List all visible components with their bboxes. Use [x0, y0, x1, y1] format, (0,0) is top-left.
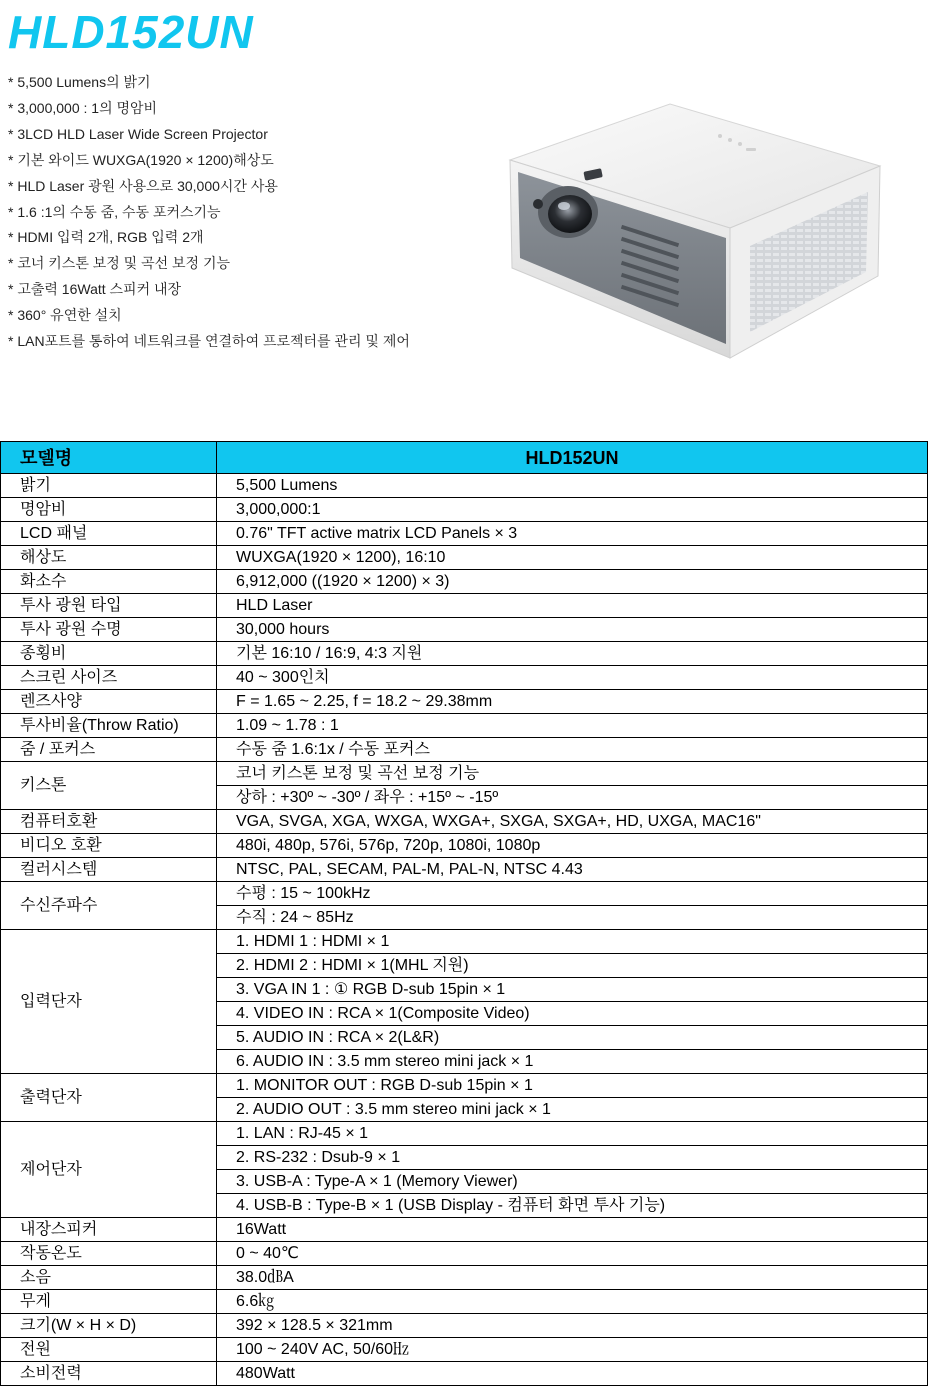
spec-label: 작동온도 [1, 1242, 217, 1266]
spec-label: 명암비 [1, 498, 217, 522]
spec-label: 컬러시스템 [1, 858, 217, 882]
feature-item: * 코너 키스톤 보정 및 곡선 보정 기능 [8, 255, 231, 272]
spec-table-body [1, 442, 928, 1386]
spec-label: 투사비율(Throw Ratio) [1, 714, 217, 738]
spec-value: 392 × 128.5 × 321mm [217, 1314, 928, 1338]
spec-row [1, 570, 928, 594]
spec-value: 40 ~ 300인치 [217, 666, 928, 690]
spec-value: 1. MONITOR OUT : RGB D-sub 15pin × 1 [217, 1074, 928, 1098]
spec-row [1, 1122, 928, 1146]
spec-label: 종횡비 [1, 642, 217, 666]
spec-label: 해상도 [1, 546, 217, 570]
feature-item: * 5,500 Lumens의 밝기 [8, 74, 151, 90]
spec-row [1, 666, 928, 690]
spec-value: 3. VGA IN 1 : ① RGB D-sub 15pin × 1 [217, 978, 928, 1002]
spec-value: 수직 : 24 ~ 85Hz [217, 906, 928, 930]
spec-label: 크기(W × H × D) [1, 1314, 217, 1338]
spec-value: 3,000,000:1 [217, 498, 928, 522]
spec-label: 비디오 호환 [1, 834, 217, 858]
spec-value: 4. VIDEO IN : RCA × 1(Composite Video) [217, 1002, 928, 1026]
spec-value: 1. LAN : RJ-45 × 1 [217, 1122, 928, 1146]
spec-row [1, 738, 928, 762]
projector-image [500, 96, 884, 366]
spec-value: 30,000 hours [217, 618, 928, 642]
spec-label: 스크린 사이즈 [1, 666, 217, 690]
spec-value: 2. RS-232 : Dsub-9 × 1 [217, 1146, 928, 1170]
feature-item: * LAN포트를 통하여 네트워크를 연결하여 프로젝터를 관리 및 제어 [8, 333, 410, 350]
spec-header-value: HLD152UN [217, 442, 928, 474]
spec-label: 투사 광원 타입 [1, 594, 217, 618]
spec-row [1, 930, 928, 954]
spec-row [1, 1290, 928, 1314]
spec-header-label: 모델명 [1, 442, 217, 474]
spec-row [1, 618, 928, 642]
spec-row [1, 594, 928, 618]
spec-value: F = 1.65 ~ 2.25, f = 18.2 ~ 29.38mm [217, 690, 928, 714]
product-title: HLD152UN [8, 6, 254, 58]
spec-label: 제어단자 [1, 1122, 217, 1218]
spec-value: 상하 : +30º ~ -30º / 좌우 : +15º ~ -15º [217, 786, 928, 810]
spec-label: 소비전력 [1, 1362, 217, 1386]
spec-label: 입력단자 [1, 930, 217, 1074]
spec-value: 100 ~ 240V AC, 50/60㎐ [217, 1338, 928, 1362]
spec-value: 6,912,000 ((1920 × 1200) × 3) [217, 570, 928, 594]
spec-label: LCD 패널 [1, 522, 217, 546]
spec-row [1, 810, 928, 834]
spec-row [1, 834, 928, 858]
spec-value: 1. HDMI 1 : HDMI × 1 [217, 930, 928, 954]
spec-row [1, 858, 928, 882]
spec-label: 화소수 [1, 570, 217, 594]
spec-row [1, 642, 928, 666]
spec-value: 수동 줌 1.6:1x / 수동 포커스 [217, 738, 928, 762]
spec-row [1, 522, 928, 546]
spec-value: NTSC, PAL, SECAM, PAL-M, PAL-N, NTSC 4.43 [217, 858, 928, 882]
spec-header-row [1, 442, 928, 474]
spec-label: 수신주파수 [1, 882, 217, 930]
feature-item: * 고출력 16Watt 스피커 내장 [8, 281, 182, 298]
feature-item: * 기본 와이드 WUXGA(1920 × 1200)해상도 [8, 151, 274, 168]
spec-value: 4. USB-B : Type-B × 1 (USB Display - 컴퓨터 화면 투사 기능) [217, 1194, 928, 1218]
spec-label: 줌 / 포커스 [1, 738, 217, 762]
spec-row [1, 498, 928, 522]
spec-label: 렌즈사양 [1, 690, 217, 714]
spec-value: 38.0㏈A [217, 1266, 928, 1290]
spec-label: 무게 [1, 1290, 217, 1314]
spec-label: 내장스피커 [1, 1218, 217, 1242]
spec-row [1, 1338, 928, 1362]
spec-row [1, 1266, 928, 1290]
spec-row [1, 714, 928, 738]
spec-label: 투사 광원 수명 [1, 618, 217, 642]
feature-item: * HLD Laser 광원 사용으로 30,000시간 사용 [8, 177, 278, 194]
spec-value: VGA, SVGA, XGA, WXGA, WXGA+, SXGA, SXGA+, HD, UXGA, MAC16" [217, 810, 928, 834]
spec-row [1, 546, 928, 570]
feature-item: * 3,000,000 : 1의 명암비 [8, 99, 158, 116]
spec-value: 2. AUDIO OUT : 3.5 mm stereo mini jack × 1 [217, 1098, 928, 1122]
spec-value: 수평 : 15 ~ 100kHz [217, 882, 928, 906]
feature-list [8, 70, 410, 355]
feature-item: * HDMI 입력 2개, RGB 입력 2개 [8, 229, 204, 246]
spec-value: 코너 키스톤 보정 및 곡선 보정 기능 [217, 762, 928, 786]
feature-item: * 1.6 :1의 수동 줌, 수동 포커스기능 [8, 203, 221, 220]
spec-table [0, 441, 928, 1386]
spec-label: 키스톤 [1, 762, 217, 810]
spec-row [1, 1074, 928, 1098]
spec-value: HLD Laser [217, 594, 928, 618]
spec-value: 480Watt [217, 1362, 928, 1386]
spec-value: 6. AUDIO IN : 3.5 mm stereo mini jack × 1 [217, 1050, 928, 1074]
spec-label: 소음 [1, 1266, 217, 1290]
spec-row [1, 690, 928, 714]
spec-row [1, 1242, 928, 1266]
spec-value: 기본 16:10 / 16:9, 4:3 지원 [217, 642, 928, 666]
spec-value: 5. AUDIO IN : RCA × 2(L&R) [217, 1026, 928, 1050]
spec-value: 3. USB-A : Type-A × 1 (Memory Viewer) [217, 1170, 928, 1194]
spec-value: 16Watt [217, 1218, 928, 1242]
spec-value: 1.09 ~ 1.78 : 1 [217, 714, 928, 738]
spec-label: 출력단자 [1, 1074, 217, 1122]
spec-row [1, 1362, 928, 1386]
spec-row [1, 1314, 928, 1338]
spec-value: 480i, 480p, 576i, 576p, 720p, 1080i, 1080p [217, 834, 928, 858]
feature-item: * 3LCD HLD Laser Wide Screen Projector [8, 125, 268, 142]
spec-label: 컴퓨터호환 [1, 810, 217, 834]
spec-label: 전원 [1, 1338, 217, 1362]
spec-row [1, 762, 928, 786]
spec-value: 2. HDMI 2 : HDMI × 1(MHL 지원) [217, 954, 928, 978]
feature-item: * 360° 유연한 설치 [8, 307, 122, 324]
spec-value: 6.6㎏ [217, 1290, 928, 1314]
spec-row [1, 1218, 928, 1242]
spec-value: 0.76" TFT active matrix LCD Panels × 3 [217, 522, 928, 546]
spec-label: 밝기 [1, 474, 217, 498]
spec-row [1, 882, 928, 906]
spec-row [1, 474, 928, 498]
spec-value: WUXGA(1920 × 1200), 16:10 [217, 546, 928, 570]
spec-value: 5,500 Lumens [217, 474, 928, 498]
spec-value: 0 ~ 40℃ [217, 1242, 928, 1266]
